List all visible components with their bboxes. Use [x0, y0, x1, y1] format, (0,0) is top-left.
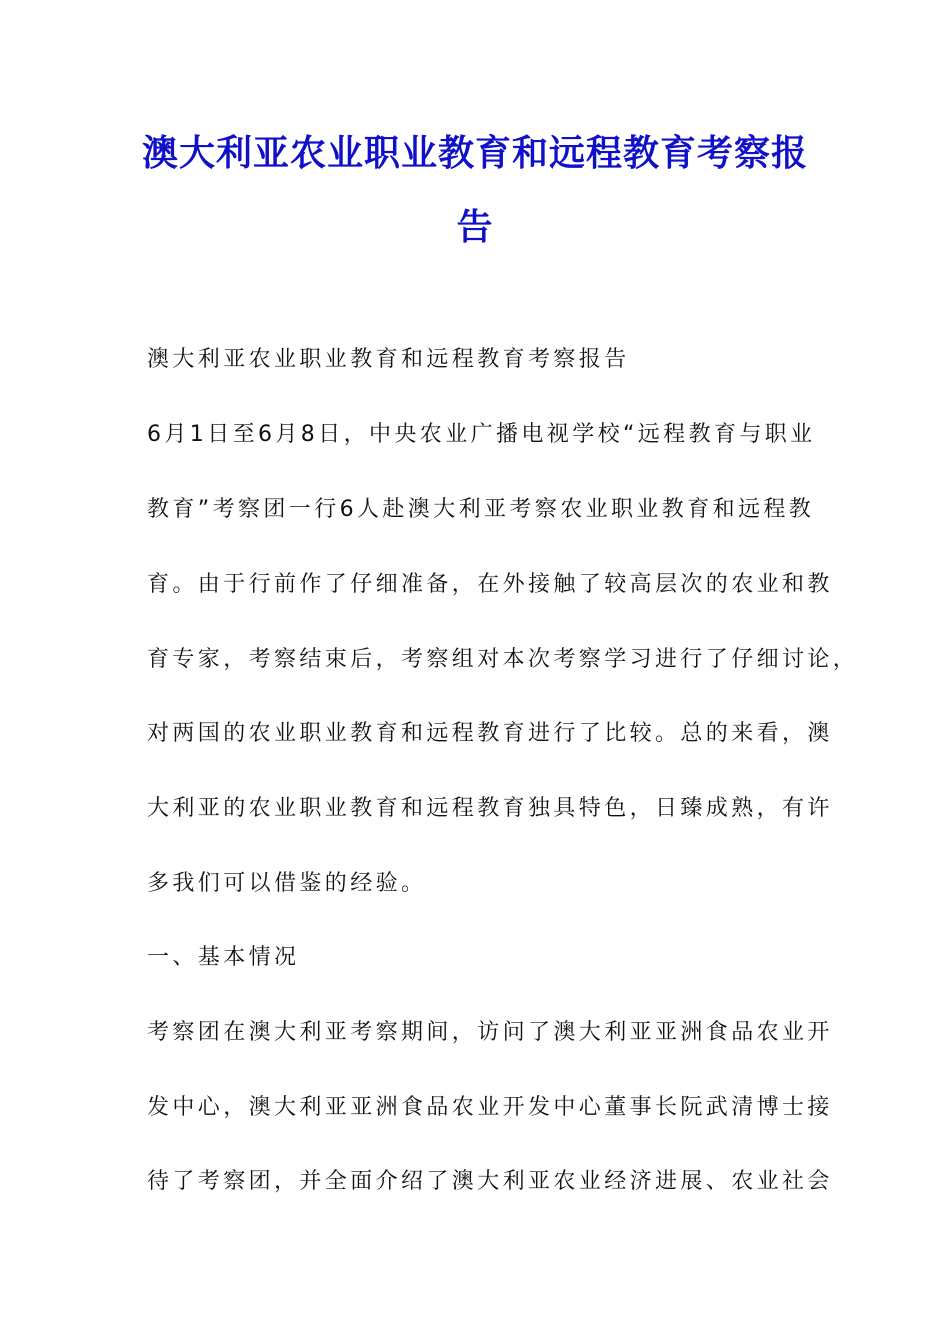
paragraph-1-line-2: 教育”考察团一行6人赴澳大利亚考察农业职业教育和远程教: [147, 497, 815, 522]
paragraph-2-line-2: 发中心，澳大利亚亚洲食品农业开发中心董事长阮武清博士接: [147, 1095, 833, 1120]
document-title-line-2: 告: [456, 207, 494, 248]
paragraph-1-line-5: 对两国的农业职业教育和远程教育进行了比较。总的来看，澳: [147, 721, 833, 746]
paragraph-1-line-3: 育。由于行前作了仔细准备，在外接触了较高层次的农业和教: [147, 572, 833, 597]
paragraph-1-line-7: 多我们可以借鉴的经验。: [147, 871, 427, 896]
paragraph-2-line-1: 考察团在澳大利亚考察期间，访问了澳大利亚亚洲食品农业开: [147, 1020, 833, 1045]
paragraph-1-line-4: 育专家，考察结束后，考察组对本次考察学习进行了仔细讨论，: [147, 647, 859, 672]
paragraph-2-line-3: 待了考察团，并全面介绍了澳大利亚农业经济进展、农业社会: [147, 1169, 833, 1194]
paragraph-1-line-6: 大利亚的农业职业教育和远程教育独具特色，日臻成熟，有许: [147, 796, 833, 821]
paragraph-1-line-1: 6月1日至6月8日，中央农业广播电视学校“远程教育与职业: [147, 422, 816, 447]
document-title-line-1: 澳大利亚农业职业教育和远程教育考察报: [141, 133, 808, 174]
subtitle-line: 澳大利亚农业职业教育和远程教育考察报告: [147, 347, 630, 372]
section-heading-basic-situation: 一、基本情况: [147, 945, 300, 970]
